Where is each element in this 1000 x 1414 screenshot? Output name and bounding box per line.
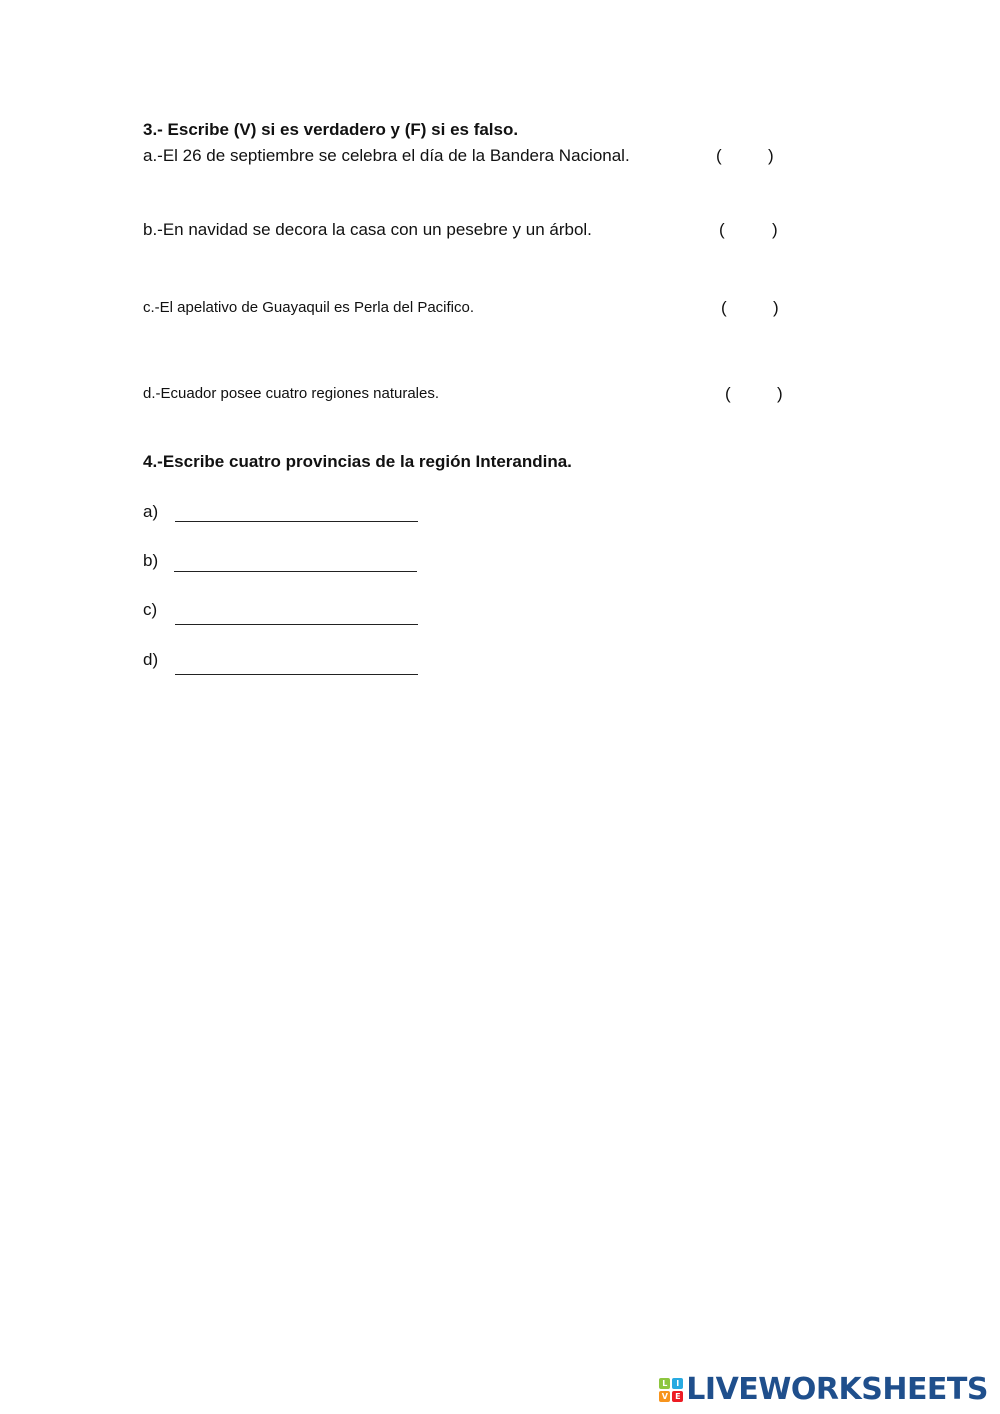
brand-name: LIVEWORKSHEETS — [686, 1372, 988, 1407]
answer-label-b: b) — [143, 551, 159, 570]
answer-box-c-open: ( — [721, 298, 727, 317]
answer-box-a-open: ( — [716, 146, 722, 165]
answer-label-c: c) — [143, 600, 158, 619]
answer-box-b-close: ) — [772, 220, 778, 239]
logo-grid-icon — [659, 1378, 683, 1402]
answer-box-d-open: ( — [725, 384, 731, 403]
statement-b: b.-En navidad se decora la casa con un pesebre y un árbol. — [143, 220, 592, 239]
answer-label-d: d) — [143, 650, 159, 669]
statement-d: d.-Ecuador posee cuatro regiones naturales. — [143, 385, 440, 402]
question-3-title: 3.- Escribe (V) si es verdadero y (F) si es falso. — [143, 120, 519, 139]
answer-box-d-close: ) — [777, 384, 783, 403]
answer-line-d[interactable] — [175, 674, 418, 675]
answer-box-a-close: ) — [768, 146, 774, 165]
question-4-title: 4.-Escribe cuatro provincias de la región Interandina. — [143, 452, 572, 471]
statement-a: a.-El 26 de septiembre se celebra el día de la Bandera Nacional. — [143, 146, 630, 165]
logo-letter-e: E — [672, 1391, 683, 1402]
answer-line-a[interactable] — [175, 521, 418, 522]
liveworksheets-logo — [659, 1372, 988, 1407]
answer-box-c-close: ) — [773, 298, 779, 317]
statement-c: c.-El apelativo de Guayaquil es Perla del Pacifico. — [143, 299, 475, 316]
logo-letter-v: V — [659, 1391, 670, 1402]
answer-box-b-open: ( — [719, 220, 725, 239]
logo-letter-l: L — [659, 1378, 670, 1389]
answer-label-a: a) — [143, 502, 159, 521]
answer-line-b[interactable] — [174, 571, 417, 572]
logo-letter-i: I — [672, 1378, 683, 1389]
answer-line-c[interactable] — [175, 624, 418, 625]
